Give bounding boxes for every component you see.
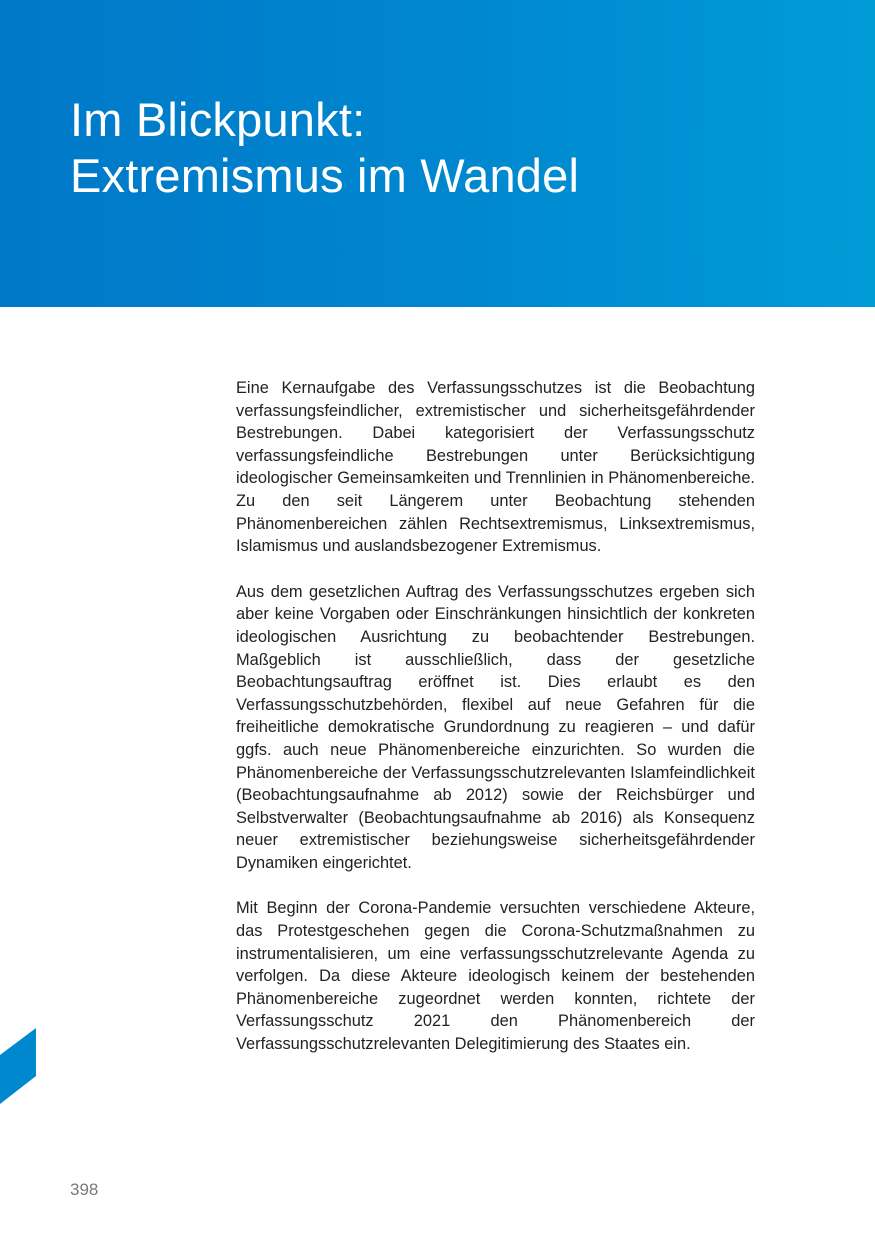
paragraph: Aus dem gesetzlichen Auftrag des Verfassungsschutzes ergeben sich aber keine Vorgaben oder Einschränkungen hinsichtlich der konkreten ideologischen Ausrichtung zu beobachtender Bestrebungen. Maßgeblich ist ausschließlich, dass der gesetzliche Beobachtungsauftrag eröffnet ist. Dies erlaubt es den Verfassungsschutzbehörden, flexibel auf neue Gefahren für die freiheitliche demokratische Grundordnung zu reagieren – und dafür ggfs. auch neue Phänomenbereiche einzurichten. So wurden die Phänomenbereiche der Verfassungsschutzrelevanten Islamfeindlichkeit (Beobachtungsaufnahme ab 2012) sowie der Reichsbürger und Selbstverwalter (Beobachtungsaufnahme ab 2016) als Konsequenz neuer extremistischer beziehungsweise sicherheitsgefährdender Dynamiken eingerichtet. (236, 582, 755, 872)
header-band (0, 0, 875, 307)
page-number: 398 (70, 1180, 99, 1199)
page-title (70, 92, 579, 204)
article-body (236, 377, 755, 1079)
paragraph: Eine Kernaufgabe des Verfassungsschutzes ist die Beobachtung verfassungsfeindlicher, extremistischer und sicherheitsgefährdender Bestrebungen. Dabei kategorisiert der Verfassungsschutz verfassungsfeindliche Bestrebungen unter Berücksichtigung ideologischer Gemeinsamkeiten und Trennlinien in Phänomenbereiche. Zu den seit Längerem unter Beobachtung stehenden Phänomenbereichen zählen Rechtsextremismus, Linksextremismus, Islamismus und auslandsbezogener Extremismus. (236, 379, 755, 556)
paragraph: Mit Beginn der Corona-Pandemie versuchten verschiedene Akteure, das Protestgeschehen gegen die Corona-Schutzmaßnahmen zu instrumentalisieren, um eine verfassungsschutzrelevante Agenda zu verfolgen. Da diese Akteure ideologisch keinem der bestehenden Phänomenbereiche zugeordnet werden konnten, richtete der Verfassungsschutz 2021 den Phänomenbereich der Verfassungsschutzrelevanten Delegitimierung des Staates ein. (236, 899, 755, 1054)
page-title-line-1: Im Blickpunkt: (70, 93, 366, 146)
page-title-line-2: Extremismus im Wandel (70, 149, 580, 202)
page-edge-marker (0, 1028, 36, 1104)
